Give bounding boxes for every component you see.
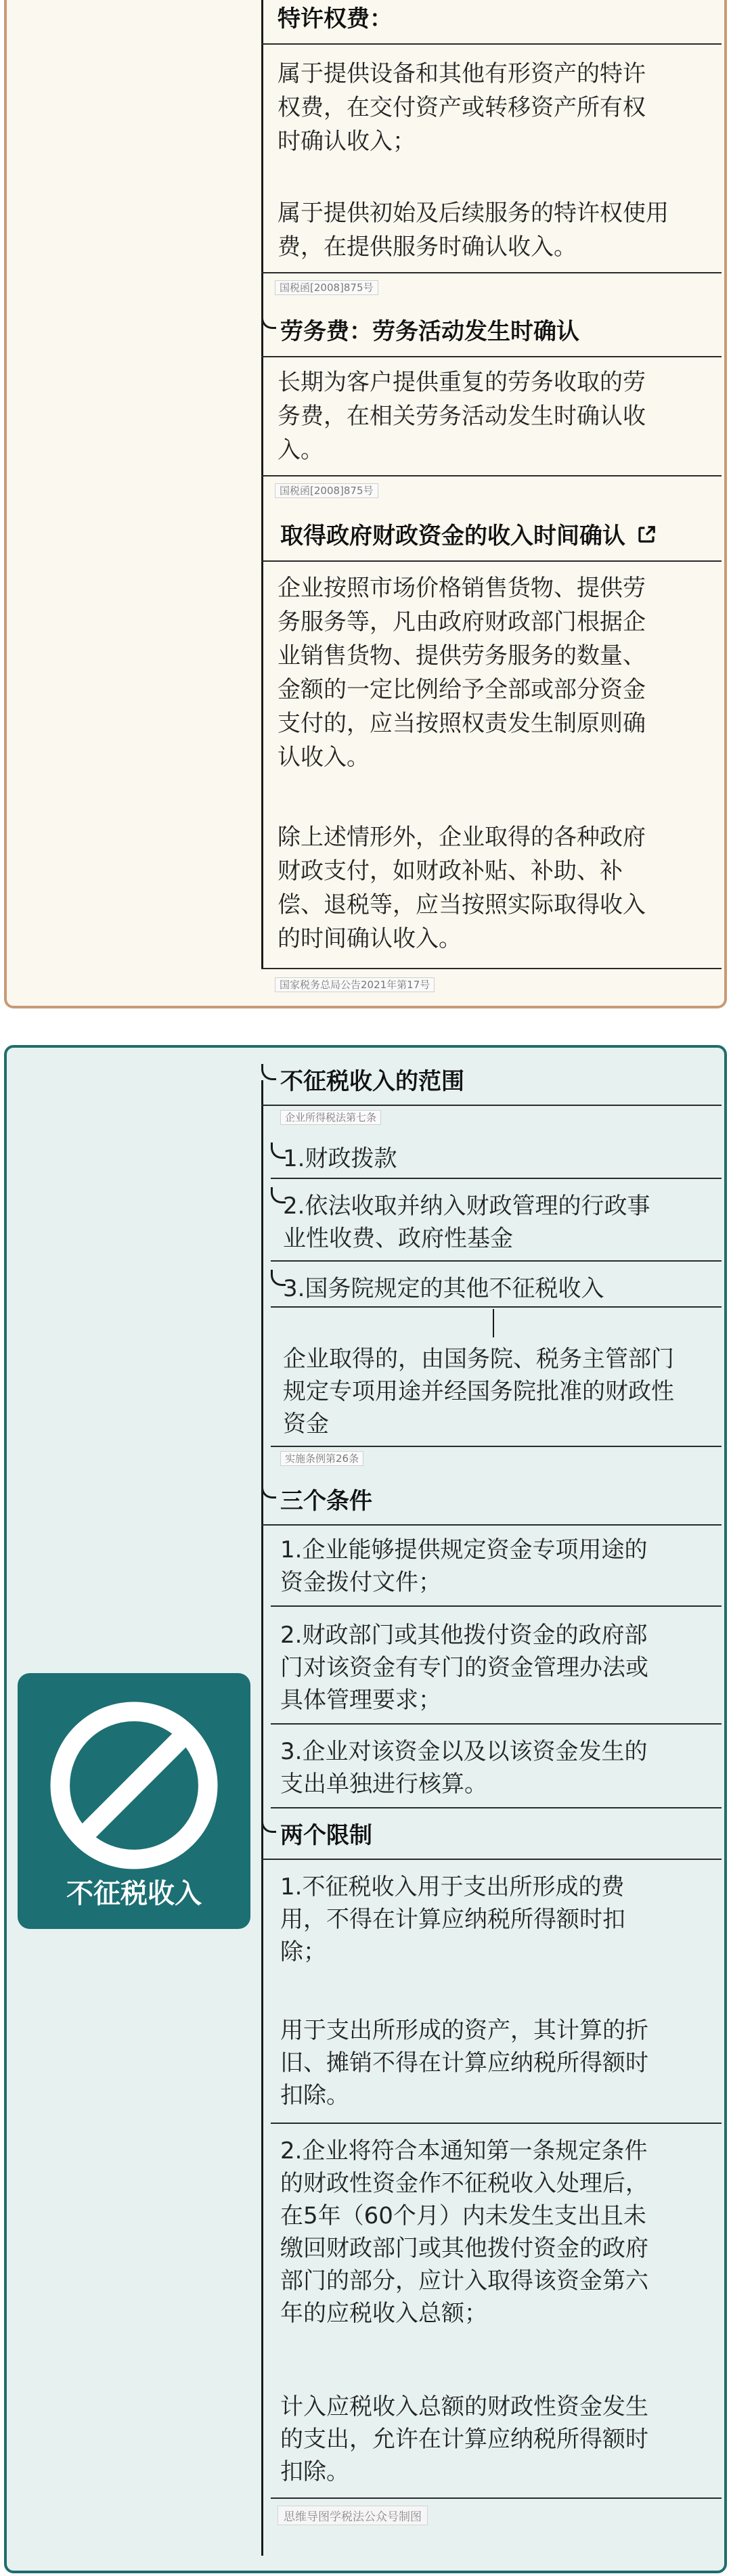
- labor-text: 长期为客户提供重复的劳务收取的劳 务费，在相关劳务活动发生时确认收 入。: [278, 369, 646, 464]
- scope-item-2: 2.依法收取并纳入财政管理的行政事 业性收费、政府性基金: [283, 1193, 650, 1252]
- divider: [261, 272, 722, 273]
- divider: [271, 1446, 722, 1447]
- divider: [271, 1807, 722, 1808]
- divider: [261, 1859, 722, 1860]
- divider: [271, 2123, 722, 2124]
- divider: [271, 1178, 722, 1179]
- divider: [261, 356, 722, 357]
- condition-item-3: 3.企业对该资金以及以该资金发生的 支出单独进行核算。: [280, 1738, 648, 1798]
- footer-credit: 思维导图学税法公众号制图: [278, 2506, 428, 2525]
- branch-connector: [493, 1309, 494, 1337]
- source-tag: 实施条例第26条: [280, 1451, 363, 1466]
- royalty-text-2: 属于提供初始及后续服务的特许权使用 费，在提供服务时确认收入。: [278, 200, 669, 261]
- gov-funds-text-2: 除上述情形外，企业取得的各种政府 财政支付，如财政补贴、补助、补 偿、退税等，应当按照实际取得收入 的时间确认收入。: [278, 824, 646, 952]
- condition-item-2: 2.财政部门或其他拨付资金的政府部 门对该资金有专门的资金管理办法或 具体管理要求；: [280, 1622, 648, 1714]
- external-link-icon[interactable]: [636, 523, 657, 552]
- scope-item-1: 1.财政拨款: [283, 1145, 397, 1172]
- limit-item-1b: 用于支出所形成的资产，其计算的折 旧、摊销不得在计算应纳税所得额时 扣除。: [280, 2017, 648, 2109]
- scope-note: 企业取得的，由国务院、税务主管部门 规定专项用途并经国务院批准的财政性 资金: [283, 1346, 674, 1438]
- scope-item-3: 3.国务院规定的其他不征税收入: [283, 1275, 604, 1302]
- limit-item-1a: 1.不征税收入用于支出所形成的费 用，不得在计算应纳税所得额时扣 除；: [280, 1873, 625, 1966]
- divider: [261, 1524, 722, 1526]
- source-tag: 国税函[2008]875号: [275, 280, 378, 295]
- root-node[interactable]: [18, 1673, 250, 1929]
- condition-item-1: 1.企业能够提供规定资金专项用途的 资金拨付文件；: [280, 1536, 648, 1596]
- source-tag: 国税函[2008]875号: [275, 483, 378, 498]
- conditions-title: 三个条件: [280, 1488, 372, 1515]
- limit-item-2a: 2.企业将符合本通知第一条规定条件 的财政性资金作不征税收入处理后， 在5年（60个月）内未发生支出且未 缴回财政部门或其他拨付资金的政府 部门的部分，应计入取得该资金第六 年的应税收入总额；: [280, 2137, 648, 2327]
- root-label: 不征税收入: [66, 1878, 202, 1909]
- divider: [271, 1306, 722, 1308]
- labor-title: 劳务费：劳务活动发生时确认: [280, 318, 579, 345]
- limits-title: 两个限制: [280, 1822, 372, 1849]
- divider: [271, 2497, 722, 2499]
- divider: [261, 560, 722, 562]
- divider: [271, 1260, 722, 1262]
- divider: [261, 1105, 722, 1106]
- royalty-text-1: 属于提供设备和其他有形资产的特许 权费，在交付资产或转移资产所有权 时确认收入；: [278, 60, 646, 155]
- royalty-title: 特许权费：: [278, 5, 393, 32]
- scope-title: 不征税收入的范围: [280, 1068, 464, 1095]
- gov-funds-text-1: 企业按照市场价格销售货物、提供劳 务服务等，凡由政府财政部门根据企 业销售货物、提供劳务服务的数量、 金额的一定比例给予全部或部分资金 支付的，应当按照权责发生制原则确 认收入。: [278, 575, 646, 771]
- gov-funds-title[interactable]: 取得政府财政资金的收入时间确认: [280, 521, 657, 552]
- divider: [261, 968, 722, 969]
- divider: [271, 1605, 722, 1607]
- limit-item-2b: 计入应税收入总额的财政性资金发生 的支出，允许在计算应纳税所得额时 扣除。: [280, 2393, 648, 2485]
- prohibited-icon: [46, 1697, 222, 1873]
- divider: [271, 1723, 722, 1725]
- divider: [261, 43, 722, 45]
- source-tag: 国家税务总局公告2021年第17号: [275, 977, 435, 992]
- source-tag: 企业所得税法第七条: [280, 1110, 381, 1125]
- divider: [261, 475, 722, 476]
- branch-connector: [261, 0, 263, 968]
